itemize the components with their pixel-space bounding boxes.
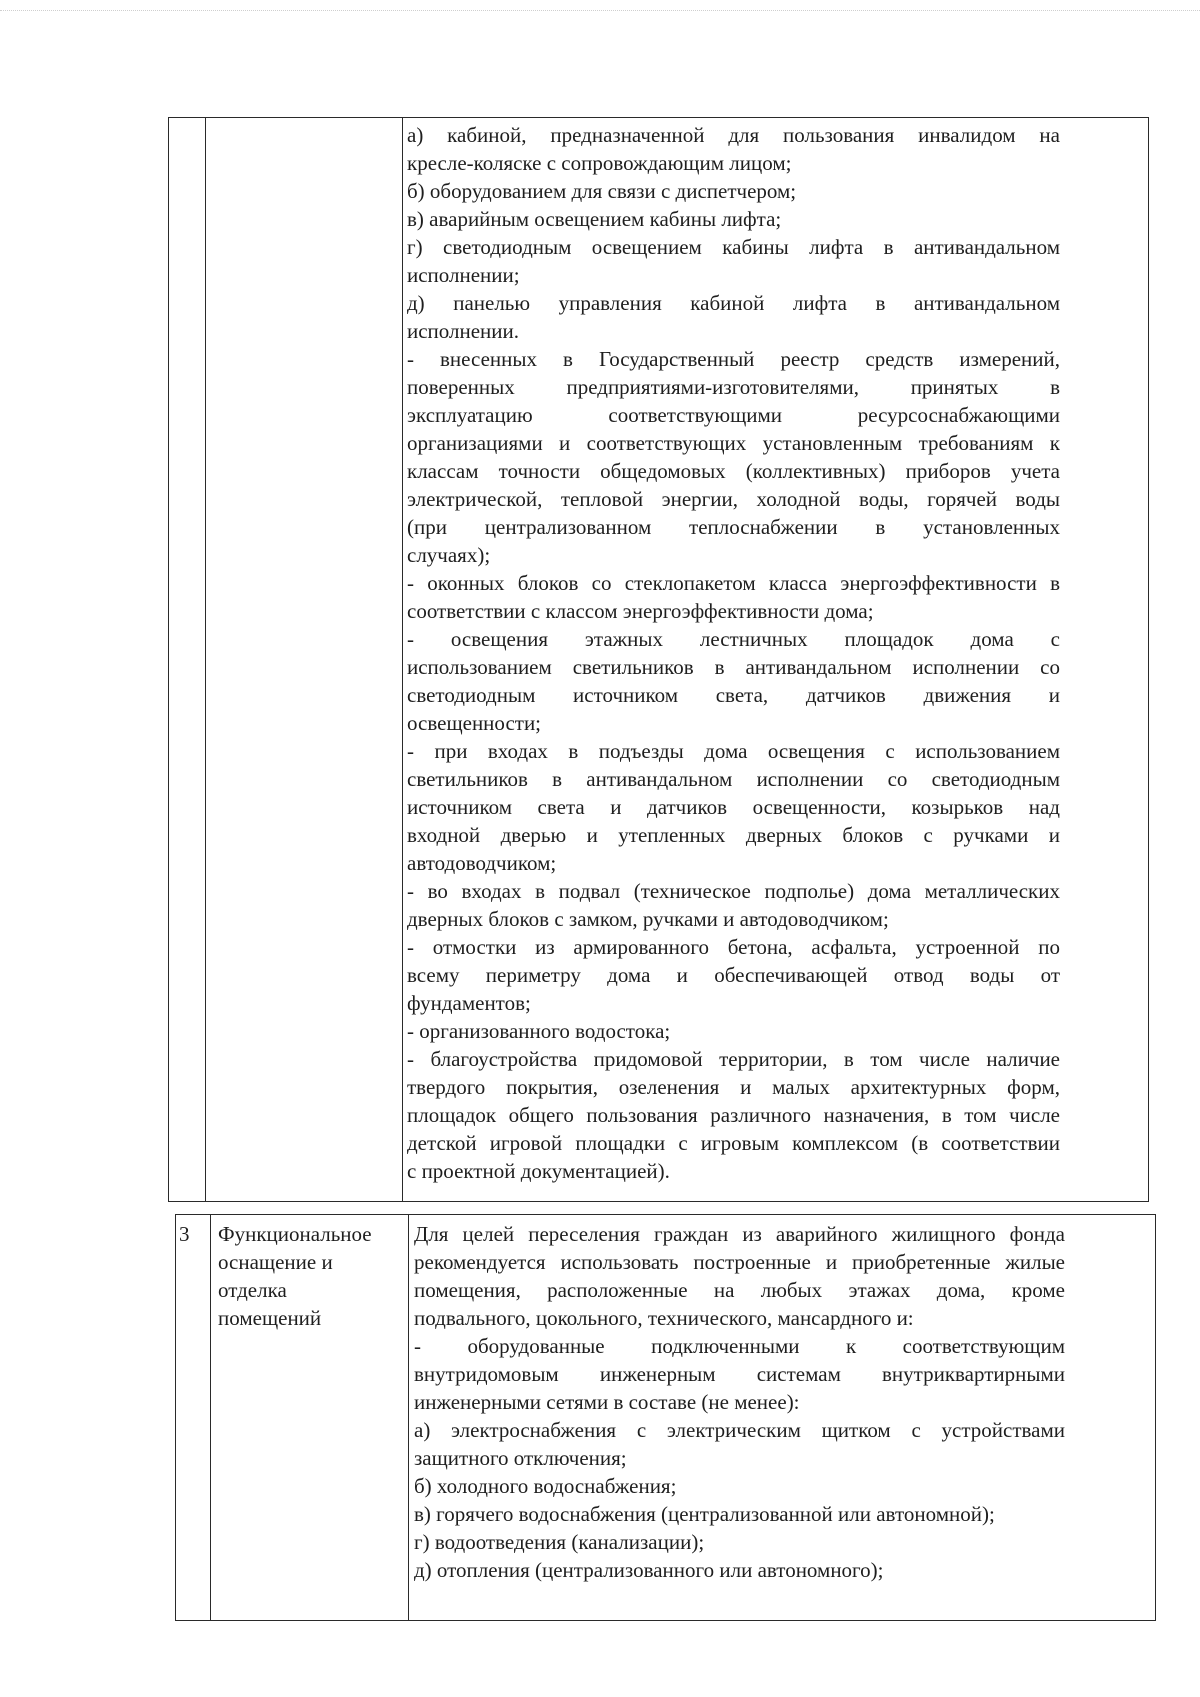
- text-line: исполнении.: [407, 319, 520, 343]
- text-line: б) холодного водоснабжения;: [414, 1474, 677, 1498]
- row-name-line: Функциональное: [218, 1222, 372, 1246]
- text-line: д) панелью управления кабиной лифта в антивандальном: [407, 291, 1060, 315]
- text-line: - внесенных в Государственный реестр средств измерений,: [407, 347, 1060, 371]
- text-line: Для целей переселения граждан из аварийного жилищного фонда: [414, 1222, 1065, 1246]
- column-divider-name: [408, 1215, 409, 1620]
- text-line: в) горячего водоснабжения (централизованной или автономной);: [414, 1502, 995, 1526]
- text-line: освещенности;: [407, 711, 542, 735]
- column-divider-number: [210, 1215, 211, 1620]
- text-line: исполнении;: [407, 263, 520, 287]
- text-line: светодиодным источником света, датчиков движения и: [407, 683, 1060, 707]
- text-line: - оконных блоков со стеклопакетом класса энергоэффективности в: [407, 571, 1060, 595]
- text-line: эксплуатацию соответствующими ресурсоснабжающими: [407, 403, 1060, 427]
- text-line: рекомендуется использовать построенные и приобретенные жилые: [414, 1250, 1065, 1274]
- text-line: г) водоотведения (канализации);: [414, 1530, 705, 1554]
- text-line: а) кабиной, предназначенной для пользования инвалидом на: [407, 123, 1060, 147]
- text-line: организациями и соответствующих установленным требованиям к: [407, 431, 1060, 455]
- text-line: - оборудованные подключенными к соответствующим: [414, 1334, 1065, 1358]
- text-line: детской игровой площадки с игровым комплексом (в соответствии: [407, 1131, 1060, 1155]
- text-line: использованием светильников в антивандальном исполнении со: [407, 655, 1060, 679]
- text-line: классам точности общедомовых (коллективных) приборов учета: [407, 459, 1060, 483]
- text-line: (при централизованном теплоснабжении в установленных: [407, 515, 1060, 539]
- row-number: 3: [179, 1222, 190, 1246]
- text-line: в) аварийным освещением кабины лифта;: [407, 207, 782, 231]
- text-line: случаях);: [407, 543, 491, 567]
- text-line: всему периметру дома и обеспечивающей отвод воды от: [407, 963, 1060, 987]
- text-line: фундаментов;: [407, 991, 531, 1015]
- text-line: д) отопления (централизованного или автономного);: [414, 1558, 884, 1582]
- text-line: входной дверью и утепленных дверных блоков с ручками и: [407, 823, 1060, 847]
- text-line: - организованного водостока;: [407, 1019, 671, 1043]
- text-line: источником света и датчиков освещенности, козырьков над: [407, 795, 1060, 819]
- text-line: кресле-коляске с сопровождающим лицом;: [407, 151, 792, 175]
- table-row-3: [175, 1214, 1156, 1621]
- row-name-cell: [218, 1220, 403, 1332]
- text-line: дверных блоков с замком, ручками и автодоводчиком;: [407, 907, 889, 931]
- text-line: б) оборудованием для связи с диспетчером;: [407, 179, 797, 203]
- text-line: защитного отключения;: [414, 1446, 627, 1470]
- column-divider-number: [205, 118, 206, 1201]
- text-line: инженерными сетями в составе (не менее):: [414, 1390, 800, 1414]
- text-line: - во входах в подвал (техническое подполье) дома металлических: [407, 879, 1060, 903]
- text-line: площадок общего пользования различного назначения, в том числе: [407, 1103, 1060, 1127]
- text-line: соответствии с классом энергоэффективности дома;: [407, 599, 874, 623]
- text-line: поверенных предприятиями-изготовителями, принятых в: [407, 375, 1060, 399]
- text-line: - благоустройства придомовой территории, в том числе наличие: [407, 1047, 1060, 1071]
- requirements-cell: [414, 1220, 1065, 1584]
- text-line: подвального, цокольного, технического, мансардного и:: [414, 1306, 914, 1330]
- text-line: твердого покрытия, озеленения и малых архитектурных форм,: [407, 1075, 1060, 1099]
- table-row-continuation: [168, 117, 1149, 1202]
- row-name-line: отделка: [218, 1278, 287, 1302]
- text-line: автодоводчиком;: [407, 851, 557, 875]
- text-line: - освещения этажных лестничных площадок дома с: [407, 627, 1060, 651]
- column-divider-name: [402, 118, 403, 1201]
- text-line: внутридомовым инженерным системам внутриквартирными: [414, 1362, 1065, 1386]
- text-line: с проектной документацией).: [407, 1159, 670, 1183]
- row-name-line: оснащение и: [218, 1250, 333, 1274]
- requirements-cell: [407, 121, 1060, 1185]
- text-line: помещения, расположенные на любых этажах дома, кроме: [414, 1278, 1065, 1302]
- text-line: - отмостки из армированного бетона, асфальта, устроенной по: [407, 935, 1060, 959]
- text-line: г) светодиодным освещением кабины лифта в антивандальном: [407, 235, 1060, 259]
- text-line: - при входах в подъезды дома освещения с использованием: [407, 739, 1060, 763]
- text-line: светильников в антивандальном исполнении со светодиодным: [407, 767, 1060, 791]
- text-line: а) электроснабжения с электрическим щитком с устройствами: [414, 1418, 1065, 1442]
- row-name-line: помещений: [218, 1306, 322, 1330]
- text-line: электрической, тепловой энергии, холодной воды, горячей воды: [407, 487, 1060, 511]
